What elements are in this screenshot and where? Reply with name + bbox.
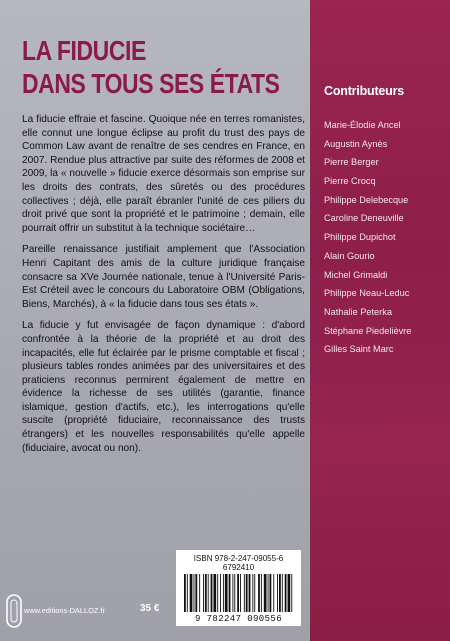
title-line-1: LA FIDUCIE — [22, 35, 146, 66]
contributor-name: Philippe Delebecque — [324, 194, 409, 205]
back-cover-blurb — [22, 113, 305, 463]
publisher-website: www.editions-DALLOZ.fr — [24, 606, 105, 615]
isbn-number: ISBN 978-2-247-09055-6 — [193, 554, 284, 563]
title-line-2: DANS TOUS SES ÉTATS — [22, 68, 280, 99]
contributor-name: Alain Gourio — [324, 250, 375, 261]
contributor-name: Caroline Deneuville — [324, 213, 404, 224]
contributors-heading: Contributeurs — [324, 84, 405, 98]
contributor-name: Augustin Aynès — [324, 138, 388, 149]
contributor-name: Nathalie Peterka — [324, 306, 392, 317]
barcode-icon — [180, 574, 297, 614]
contributor-name: Gilles Saint Marc — [324, 344, 394, 355]
contributors-list — [324, 116, 411, 359]
barcode-number: 9 782247 090556 — [194, 614, 282, 624]
contributor-name: Philippe Dupichot — [324, 232, 396, 243]
dalloz-logo-icon — [5, 594, 23, 628]
barcode-label — [176, 550, 301, 626]
contributor-name: Pierre Berger — [324, 157, 379, 168]
isbn-text — [180, 554, 297, 572]
blurb-paragraph-2: Pareille renaissance justifiait amplement que l'Association Henri Capitant des amis de la culture juridique française consacre sa XVe Journée nationale, tenue à l'Université Paris-Est Créteil avec le concours du Laboratoire OBM (Obligations, Biens, Marchés), à « la fiducie dans tous ses états ». — [22, 244, 305, 310]
contributor-name: Stéphane Piedelièvre — [324, 325, 412, 336]
isbn-code: 6792410 — [222, 563, 255, 572]
contributor-name: Philippe Neau-Leduc — [324, 288, 410, 299]
price: 35 € — [140, 603, 160, 614]
blurb-paragraph-1: La fiducie effraie et fascine. Quoique née en terres romanistes, elle connut une longue éclipse au profit du trust des pays de Common Law avant de renaître de ses cendres en France, en 2007. Rendue plus attractive par suite des réformes de 2008 et 2009, la « nouvelle » fiducie exerce désormais son emprise sur les droits des contrats, des sûretés ou des procédures collectives ; déjà, elle paraît ébranler l'unité de ces piliers du droit privé que sont la propriété et le patrimoine ; demain, elle pourrait offrir un substitut à la technique sociétaire… — [22, 114, 305, 234]
contributor-name: Marie-Élodie Ancel — [324, 120, 401, 130]
blurb-paragraph-3: La fiducie y fut envisagée de façon dynamique : d'abord confrontée à la théorie de la propriété et au droit des incapacités, elle fut éclairée par le prisme comptable et fiscal ; plusieurs tables rondes animées par des universitaires et des praticiens reconnus permirent également de mettre en évidence la richesse de ses utilités (garantie, finance islamique, gestion d'actifs, etc.), les interrogations qu'elle suscite (propriété fiduciaire, reconnaissance des trusts étrangers) et les nouvelles responsabilités qu'elle appelle (fiduciaire, avocat ou non). — [22, 320, 305, 454]
book-title — [22, 34, 280, 100]
contributor-name: Pierre Crocq — [324, 176, 376, 187]
contributor-name: Michel Grimaldi — [324, 269, 388, 280]
